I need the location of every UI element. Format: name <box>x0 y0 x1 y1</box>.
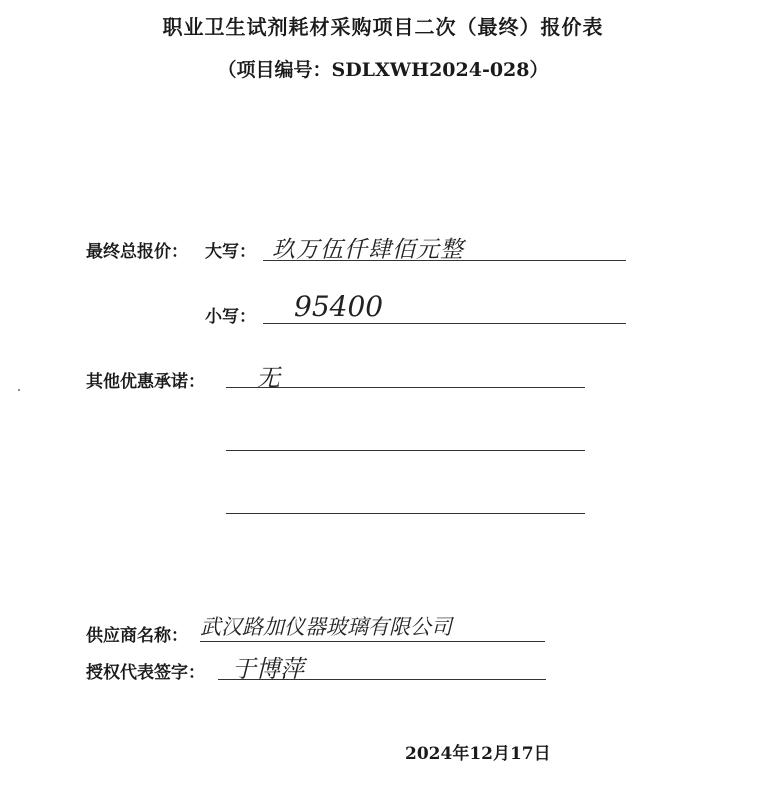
commitment-label: 其他优惠承诺： <box>86 372 205 392</box>
signature-handwritten: 于博萍 <box>232 655 304 683</box>
supplier-name-line <box>200 641 545 642</box>
uppercase-amount-handwritten: 玖万伍仟肆佰元整 <box>272 237 464 263</box>
scan-speck <box>18 389 20 391</box>
uppercase-amount-line <box>263 260 626 261</box>
final-total-label: 最终总报价： <box>86 242 188 262</box>
lowercase-amount-line <box>263 323 626 324</box>
lowercase-amount-handwritten: 95400 <box>294 290 384 323</box>
project-number: （项目编号：SDLXWH2024-028） <box>217 59 549 81</box>
uppercase-label: 大写： <box>205 242 256 262</box>
lowercase-label: 小写： <box>205 307 256 327</box>
commitment-line-1 <box>226 387 585 388</box>
document-date: 2024年12月17日 <box>405 744 551 764</box>
supplier-name-handwritten: 武汉路加仪器玻璃有限公司 <box>200 615 452 639</box>
commitment-handwritten: 无 <box>256 364 280 392</box>
supplier-name-label: 供应商名称： <box>86 626 188 646</box>
signature-line <box>218 679 546 680</box>
document-title: 职业卫生试剂耗材采购项目二次（最终）报价表 <box>162 15 604 39</box>
signature-label: 授权代表签字： <box>86 663 205 683</box>
commitment-line-3 <box>226 513 585 514</box>
commitment-line-2 <box>226 450 585 451</box>
